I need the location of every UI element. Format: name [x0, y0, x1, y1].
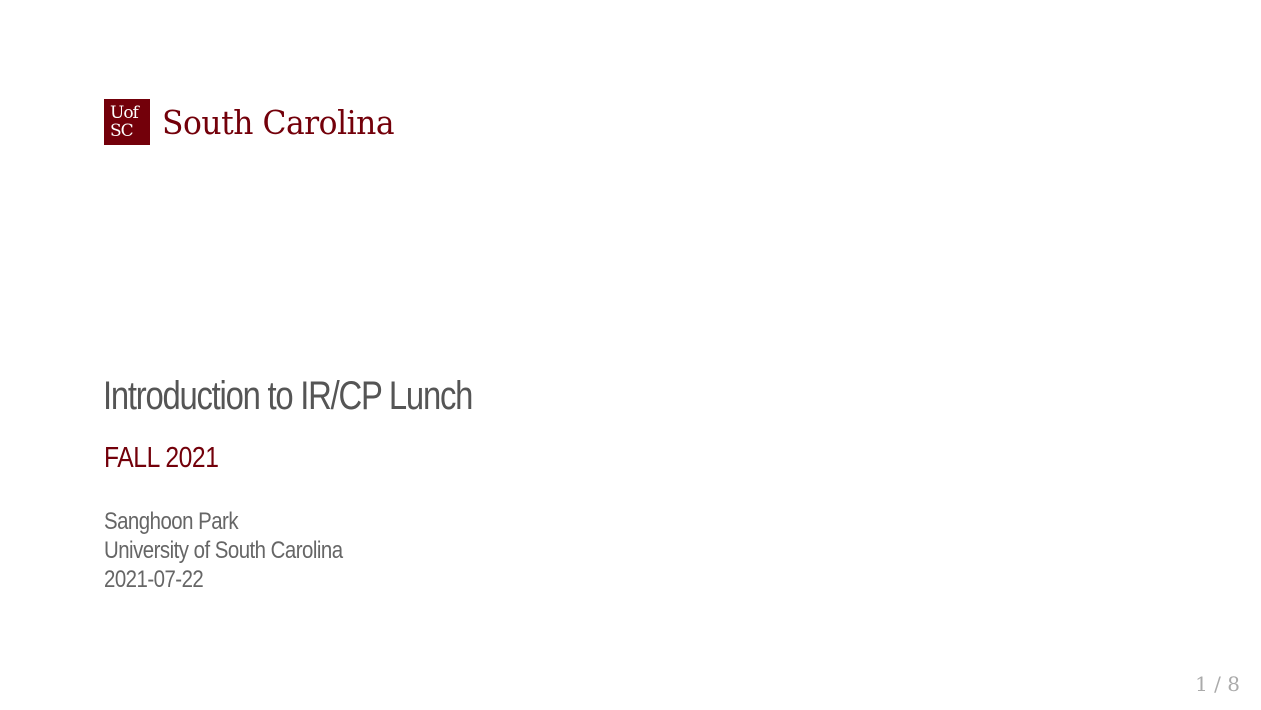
slide-title: Introduction to IR/CP Lunch	[103, 374, 473, 418]
author-institution: University of South Carolina	[104, 537, 343, 564]
logo-mark-top: Uof	[110, 103, 138, 123]
page-indicator: 1 / 8	[1195, 672, 1240, 696]
university-logo	[104, 99, 406, 145]
slide-subtitle: FALL 2021	[104, 442, 219, 474]
logo-wordmark: South Carolina	[162, 102, 395, 142]
author-name: Sanghoon Park	[104, 508, 239, 535]
presentation-date: 2021-07-22	[104, 566, 204, 593]
logo-mark-bottom: SC	[110, 121, 133, 141]
uofsc-logo-mark	[104, 99, 150, 145]
slide-meta	[104, 507, 343, 594]
